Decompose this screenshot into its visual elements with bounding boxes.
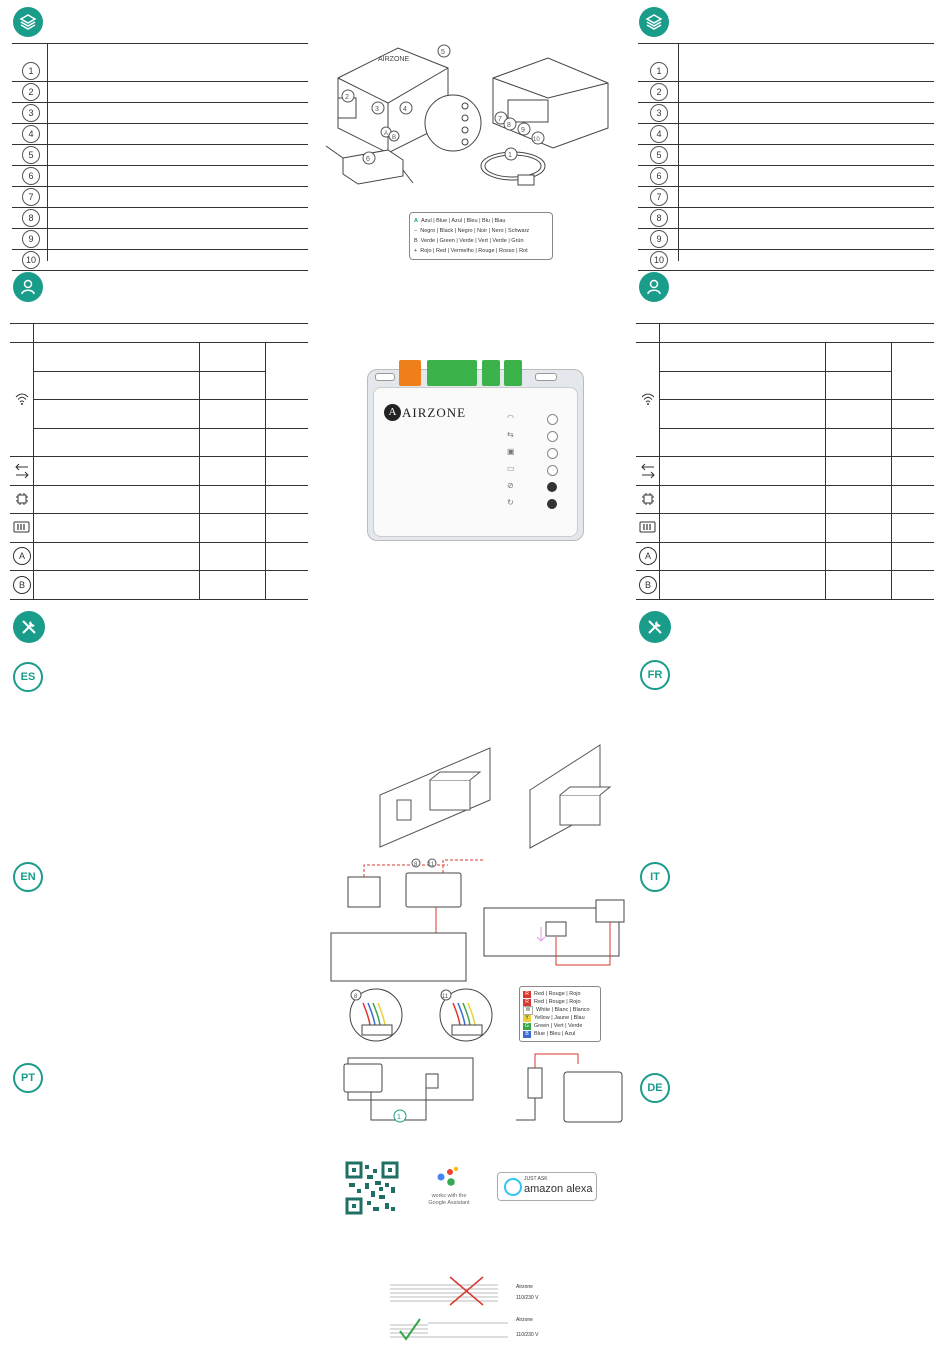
part-number: 2 xyxy=(22,83,40,101)
a-port-icon: A xyxy=(639,547,657,565)
terminal-block-b xyxy=(504,360,522,386)
legend-row-plus: + Rojo | Red | Vermelho | Rouge | Rosso | Rot xyxy=(414,248,528,254)
parts-row xyxy=(12,208,308,229)
svg-text:8: 8 xyxy=(354,994,358,1000)
part-number: 5 xyxy=(22,146,40,164)
svg-text:7: 7 xyxy=(498,116,502,123)
terminal-block-a xyxy=(482,360,500,386)
layers-icon xyxy=(13,7,43,37)
language-badge-es[interactable]: ES xyxy=(13,662,43,692)
svg-text:11: 11 xyxy=(442,994,449,1000)
alexa-ring-icon xyxy=(504,1178,522,1196)
svg-text:1: 1 xyxy=(508,152,512,159)
google-assistant-icon xyxy=(436,1165,462,1189)
alexa-badge xyxy=(497,1172,597,1201)
terminal-block-main xyxy=(427,360,477,386)
led-table-left xyxy=(10,323,308,601)
parts-row xyxy=(638,166,934,187)
power-terminal xyxy=(399,360,421,386)
parts-row xyxy=(12,166,308,187)
a-port-icon: A xyxy=(13,547,31,565)
parts-row xyxy=(638,103,934,124)
battery-icon xyxy=(639,520,657,534)
svg-text:9: 9 xyxy=(521,127,525,134)
part-number: 10 xyxy=(22,251,40,269)
parts-row xyxy=(12,187,308,208)
airzone-logo: AIRZONE xyxy=(402,405,467,420)
svg-text:110/230 V: 110/230 V xyxy=(516,1332,539,1338)
parts-row xyxy=(12,145,308,166)
data-transfer-icon xyxy=(13,462,31,480)
svg-text:6: 6 xyxy=(366,156,370,163)
parts-row xyxy=(638,82,934,103)
wifi-icon xyxy=(640,391,656,407)
language-badge-en[interactable]: EN xyxy=(13,862,43,892)
google-assistant-badge xyxy=(422,1163,476,1211)
exploded-device-diagram xyxy=(318,38,628,218)
chip-icon xyxy=(14,491,30,507)
svg-text:Airzone: Airzone xyxy=(516,1284,533,1290)
svg-text:10: 10 xyxy=(533,137,540,143)
part-number: 10 xyxy=(650,251,668,269)
part-number: 3 xyxy=(650,104,668,122)
device-logo: AIRZONE xyxy=(378,56,410,63)
svg-text:3: 3 xyxy=(375,106,379,113)
parts-row xyxy=(638,61,934,82)
svg-text:1: 1 xyxy=(397,1114,401,1121)
led-1 xyxy=(547,414,558,425)
part-number: 1 xyxy=(22,62,40,80)
svg-text:2: 2 xyxy=(345,94,349,101)
wire-color-legend xyxy=(409,212,553,260)
language-badge-pt[interactable]: PT xyxy=(13,1063,43,1093)
svg-text:A: A xyxy=(384,131,389,137)
svg-text:Airzone: Airzone xyxy=(516,1317,533,1323)
led-table-right xyxy=(636,323,934,601)
svg-text:B: B xyxy=(392,135,397,141)
legend-row-a: A Azul | Blue | Azul | Bleu | Blu | Blau xyxy=(414,218,506,224)
wall-mount-diagram xyxy=(375,740,625,850)
parts-row xyxy=(12,103,308,124)
alexa-text: amazon alexa xyxy=(524,1183,593,1195)
part-number: 6 xyxy=(22,167,40,185)
parts-row xyxy=(12,124,308,145)
chip-icon xyxy=(640,491,656,507)
led-data-icon: ⇆ xyxy=(507,430,514,439)
data-transfer-icon xyxy=(639,462,657,480)
led-battery-icon: ▭ xyxy=(507,464,515,473)
svg-text:8: 8 xyxy=(507,122,511,129)
legend-row-minus: − Negro | Black | Negro | Noir | Nero | Schwarz xyxy=(414,228,530,234)
b-port-icon: B xyxy=(639,576,657,594)
part-number: 7 xyxy=(650,188,668,206)
parts-row xyxy=(12,229,308,250)
link-button[interactable] xyxy=(547,482,557,492)
svg-text:4: 4 xyxy=(403,106,407,113)
parts-row xyxy=(12,61,308,82)
cable-separation-diagram xyxy=(388,1273,558,1345)
led-2 xyxy=(547,431,558,442)
part-number: 8 xyxy=(22,209,40,227)
google-line2: Google Assistant xyxy=(428,1200,470,1206)
part-number: 6 xyxy=(650,167,668,185)
user-icon-right xyxy=(639,272,669,302)
wire-color-key: R Red | Rouge | Rojo R Red | Rouge | Rojo W White | Blanc | Blanco Y Yellow | Jaune | Blau G Green | Vert | Verde B Blue | Bleu | Azul xyxy=(519,986,601,1042)
led-chip-icon: ▣ xyxy=(507,447,515,456)
parts-row xyxy=(638,124,934,145)
led-link-icon: ⊘ xyxy=(507,481,514,490)
reset-button[interactable] xyxy=(547,499,557,509)
cable-connection-diagram xyxy=(338,1050,628,1130)
svg-text:110/230 V: 110/230 V xyxy=(516,1295,539,1301)
language-badge-fr[interactable]: FR xyxy=(640,660,670,690)
wifi-icon xyxy=(14,391,30,407)
part-number: 2 xyxy=(650,83,668,101)
led-wifi-icon: ◠ xyxy=(507,413,514,422)
parts-row xyxy=(638,187,934,208)
part-number: 4 xyxy=(650,125,668,143)
part-number: 3 xyxy=(22,104,40,122)
language-badge-de[interactable]: DE xyxy=(640,1073,670,1103)
tools-icon xyxy=(13,611,45,643)
parts-row xyxy=(638,229,934,250)
parts-row xyxy=(638,250,934,271)
connection-diagram xyxy=(328,855,628,985)
part-number: 4 xyxy=(22,125,40,143)
parts-row xyxy=(12,250,308,271)
part-number: 7 xyxy=(22,188,40,206)
layers-icon-right xyxy=(639,7,669,37)
svg-text:11: 11 xyxy=(428,862,435,868)
led-4 xyxy=(547,465,558,476)
part-number: 8 xyxy=(650,209,668,227)
airzone-logo-mark: A xyxy=(384,404,401,421)
alexa-small-text: JUST ASK xyxy=(524,1176,548,1182)
parts-row xyxy=(12,82,308,103)
wiring-closeup-diagram xyxy=(348,985,498,1043)
b-port-icon: B xyxy=(13,576,31,594)
part-number: 9 xyxy=(650,230,668,248)
battery-icon xyxy=(13,520,31,534)
part-number: 5 xyxy=(650,146,668,164)
google-line1: works with the xyxy=(431,1193,467,1199)
led-3 xyxy=(547,448,558,459)
svg-text:8: 8 xyxy=(414,862,418,868)
device-front-view xyxy=(367,355,582,540)
user-icon xyxy=(13,272,43,302)
language-badge-it[interactable]: IT xyxy=(640,862,670,892)
legend-row-b: B Verde | Green | Verde | Vert | Verde | Grün xyxy=(414,238,524,244)
parts-row xyxy=(638,145,934,166)
tools-icon-right xyxy=(639,611,671,643)
parts-row xyxy=(638,208,934,229)
part-number: 9 xyxy=(22,230,40,248)
led-reset-icon: ↻ xyxy=(507,498,514,507)
qr-code[interactable] xyxy=(345,1161,399,1215)
svg-text:5: 5 xyxy=(441,49,445,56)
part-number: 1 xyxy=(650,62,668,80)
